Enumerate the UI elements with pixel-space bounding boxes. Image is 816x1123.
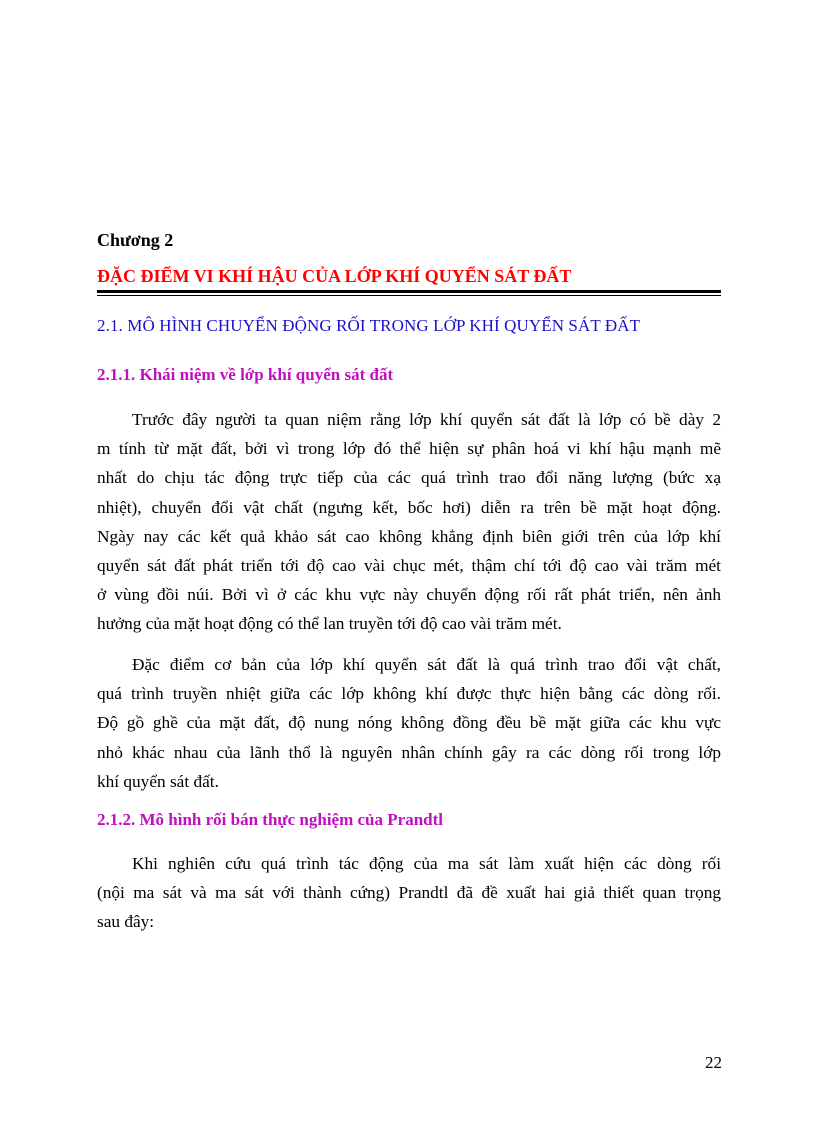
chapter-title: ĐẶC ĐIỂM VI KHÍ HẬU CỦA LỚP KHÍ QUYỂN SÁT ĐẤT — [97, 266, 572, 286]
paragraph-line: hưởng của mặt hoạt động có thể lan truyền tới độ cao vài trăm mét. — [97, 614, 562, 634]
paragraph-line: Độ gồ ghề của mặt đất, độ nung nóng không đồng đều bề mặt giữa các khu vực — [97, 713, 721, 733]
paragraph-3 — [97, 849, 721, 937]
paragraph-line: quyển sát đất phát triển tới độ cao vài chục mét, thậm chí tới độ cao vài trăm mét — [97, 556, 721, 576]
paragraph-line: Ngày nay các kết quả khảo sát cao không khẳng định biên giới trên của lớp khí — [97, 526, 721, 546]
paragraph-1 — [97, 405, 721, 639]
paragraph-line: quá trình truyền nhiệt giữa các lớp không khí được thực hiện bằng các dòng rối. — [97, 684, 721, 704]
paragraph-line: sau đây: — [97, 912, 155, 932]
paragraph-line: m tính từ mặt đất, bởi vì trong lớp đó thể hiện sự phân hoá vi khí hậu mạnh mẽ — [97, 439, 721, 459]
section-title: 2.1. MÔ HÌNH CHUYỂN ĐỘNG RỐI TRONG LỚP KHÍ QUYỂN SÁT ĐẤT — [97, 316, 641, 335]
paragraph-line: khí quyển sát đất. — [97, 771, 219, 791]
paragraph-line: nhỏ khác nhau của lãnh thổ là nguyên nhân chính gây ra các dòng rối trong lớp — [97, 742, 721, 762]
rule-thick-line — [97, 290, 721, 293]
paragraph-line: Đặc điểm cơ bản của lớp khí quyển sát đất là quá trình trao đổi vật chất, — [132, 655, 721, 674]
paragraph-line: Trước đây người ta quan niệm rằng lớp khí quyển sát đất là lớp có bề dày 2 — [132, 410, 721, 429]
paragraph-line: nhiệt), chuyển đổi vật chất (ngưng kết, bốc hơi) diễn ra trên bề mặt hoạt động. — [97, 497, 721, 517]
rule-thin-line — [97, 295, 721, 296]
paragraph-line: (nội ma sát và ma sát với thành cứng) Prandtl đã đề xuất hai giả thiết quan trọng — [97, 883, 721, 903]
paragraph-2 — [97, 650, 721, 796]
chapter-title-rule — [97, 290, 721, 298]
subsection-title-1: 2.1.1. Khái niệm về lớp khí quyển sát đất — [97, 365, 394, 384]
paragraph-line: ở vùng đồi núi. Bởi vì ở các khu vực này chuyển động rối rất phát triển, nên ảnh — [97, 585, 721, 605]
chapter-label: Chương 2 — [97, 230, 174, 250]
paragraph-line: Khi nghiên cứu quá trình tác động của ma sát làm xuất hiện các dòng rối — [132, 854, 721, 873]
subsection-title-2: 2.1.2. Mô hình rối bán thực nghiệm của Prandtl — [97, 810, 443, 829]
paragraph-line: nhất do chịu tác động trực tiếp của các quá trình trao đổi năng lượng (bức xạ — [97, 468, 721, 488]
page-number: 22 — [705, 1053, 722, 1072]
